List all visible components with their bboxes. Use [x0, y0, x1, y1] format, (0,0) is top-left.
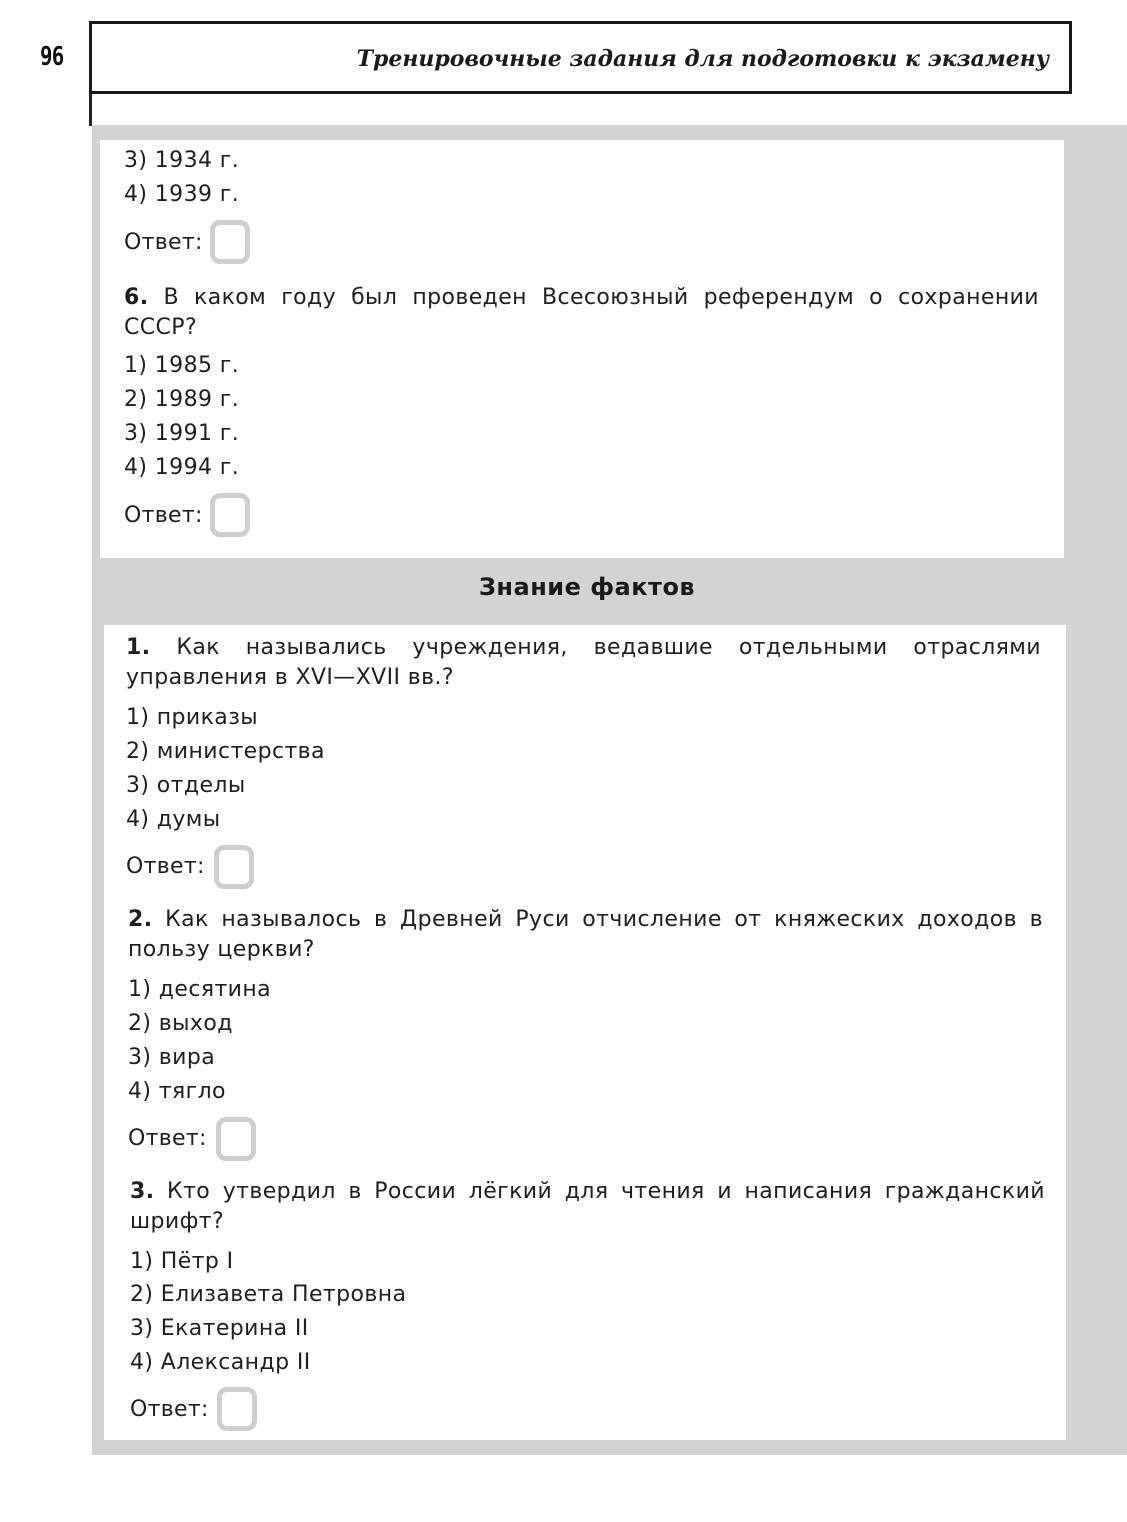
answer-box[interactable]: [214, 845, 254, 889]
question-2: [128, 905, 1043, 965]
running-header-title: Тренировочные задания для подготовки к экзамену: [356, 46, 1049, 72]
option: 3) 1991 г.: [124, 421, 240, 446]
option: 4) думы: [126, 807, 221, 832]
answer-box[interactable]: [210, 493, 250, 537]
section-title: Знание фактов: [478, 573, 696, 601]
running-header: [89, 21, 1072, 94]
question-text: В каком году был проведен Всесоюзный референдум о сохранении СССР?: [124, 285, 1039, 340]
option: 4) Александр II: [130, 1350, 311, 1375]
question-6: [124, 283, 1039, 343]
option: 3) отделы: [126, 773, 246, 798]
option: 1) Пётр I: [130, 1249, 234, 1274]
answer-box[interactable]: [217, 1387, 257, 1431]
question-number: 1.: [126, 635, 151, 660]
question-text: Кто утвердил в России лёгкий для чтения и написания гражданский шрифт?: [130, 1179, 1045, 1234]
question-1: [126, 633, 1041, 693]
option: 3) вира: [128, 1045, 216, 1070]
option: 2) выход: [128, 1011, 233, 1036]
answer-label: Ответ:: [124, 230, 203, 255]
question-number: 2.: [128, 907, 153, 932]
answer-box[interactable]: [210, 220, 250, 264]
question-text: Как назывались учреждения, ведавшие отдельными отраслями управления в XVI—XVII вв.?: [126, 635, 1041, 690]
question-number: 6.: [124, 285, 149, 310]
option: 2) министерства: [126, 739, 325, 764]
option: 1) 1985 г.: [124, 353, 240, 378]
option: 1) приказы: [126, 705, 259, 730]
question-text: Как называлось в Древней Руси отчисление от княжеских доходов в пользу церкви?: [128, 907, 1043, 962]
answer-label: Ответ:: [126, 854, 205, 879]
questions-panel-top: [100, 140, 1064, 558]
option: 3) Екатерина II: [130, 1316, 309, 1341]
header-rule: [89, 94, 92, 126]
answer-label: Ответ:: [128, 1126, 207, 1151]
option: 3) 1934 г.: [124, 148, 240, 173]
option: 1) десятина: [128, 977, 272, 1002]
question-number: 3.: [130, 1179, 155, 1204]
question-3: [130, 1177, 1045, 1237]
answer-label: Ответ:: [130, 1397, 209, 1422]
option: 2) 1989 г.: [124, 387, 240, 412]
answer-box[interactable]: [216, 1117, 256, 1161]
questions-panel-bottom: [104, 625, 1066, 1440]
answer-label: Ответ:: [124, 503, 203, 528]
option: 4) 1994 г.: [124, 455, 240, 480]
option: 4) тягло: [128, 1079, 226, 1104]
page-number: 96: [40, 42, 64, 72]
option: 4) 1939 г.: [124, 182, 240, 207]
option: 2) Елизавета Петровна: [130, 1282, 407, 1307]
